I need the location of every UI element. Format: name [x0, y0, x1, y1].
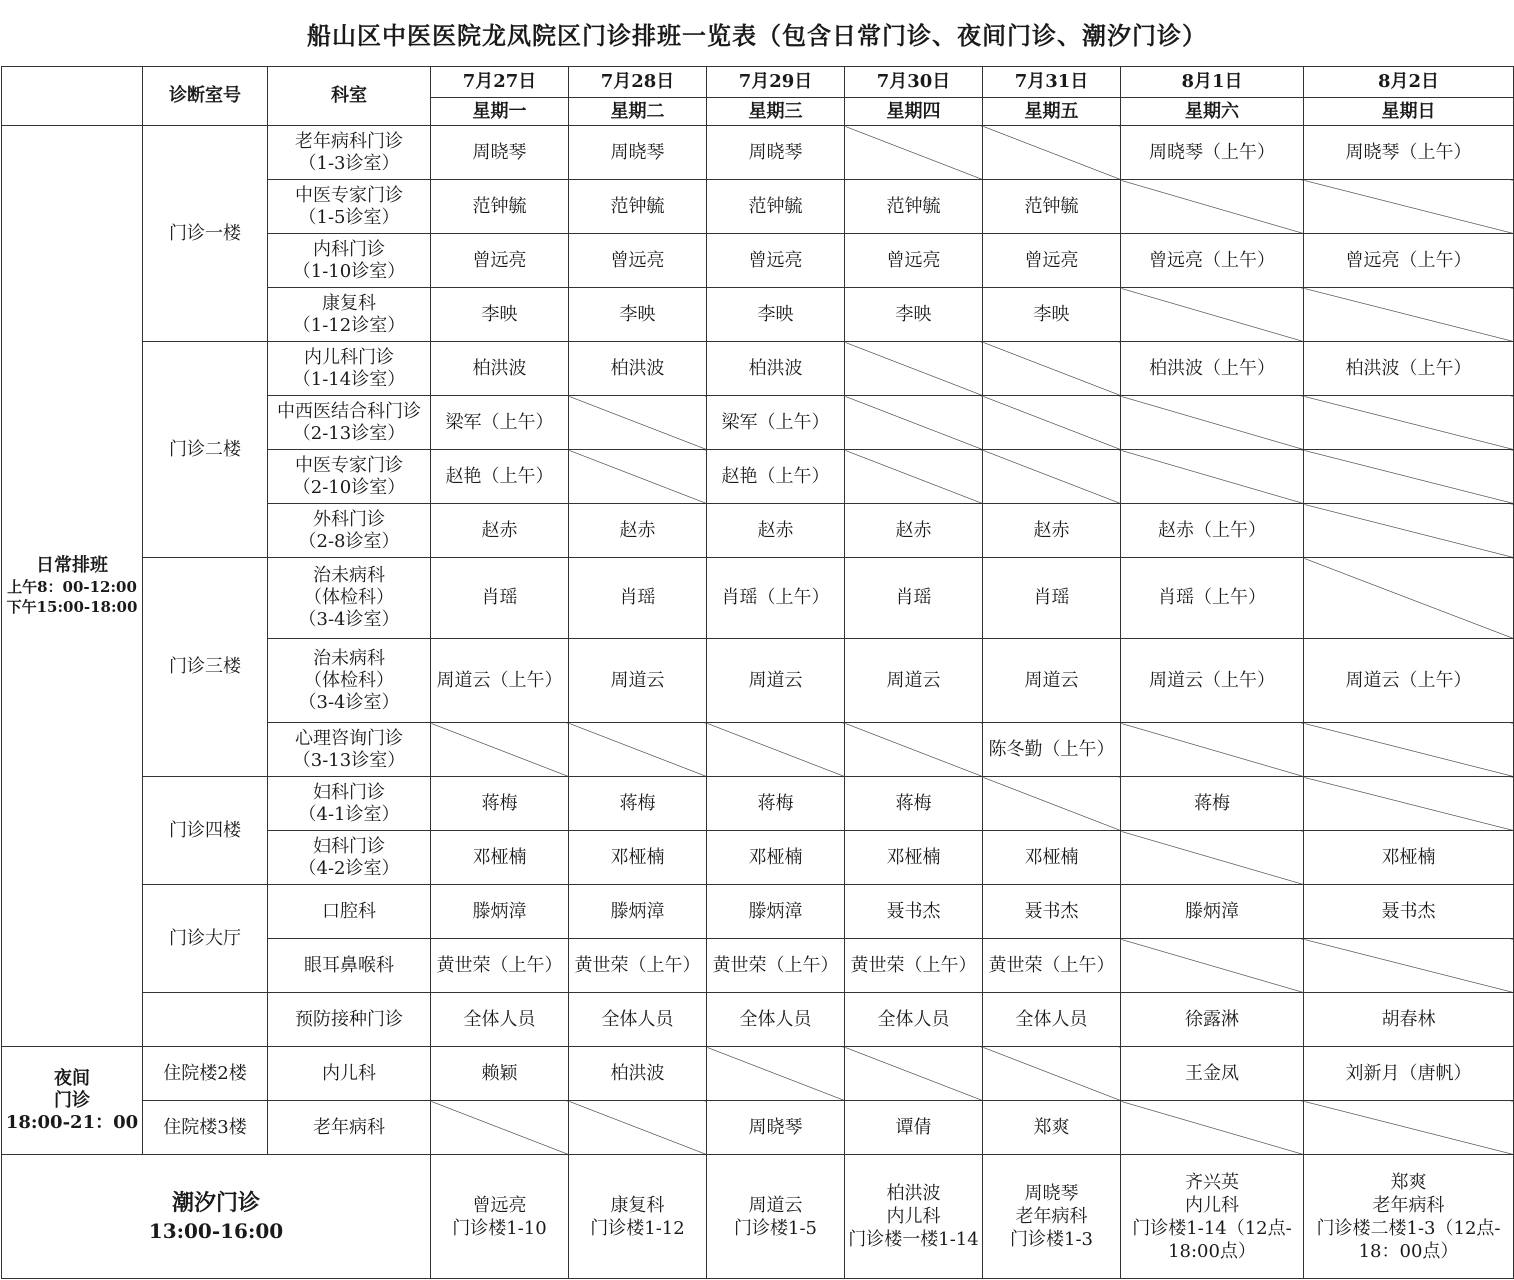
doctor-cell: 黄世荣（上午）	[707, 939, 845, 993]
night-title-line2: 门诊	[54, 1089, 90, 1111]
doctor-cell: 曾远亮（上午）	[1304, 234, 1514, 288]
doctor-cell: 邓桠楠	[845, 831, 983, 885]
doctor-cell: 黄世荣（上午）	[983, 939, 1121, 993]
doctor-cell: 周道云（上午）	[431, 639, 569, 723]
tide-line: 康复科	[610, 1194, 665, 1216]
night-schedule-label	[2, 1047, 143, 1155]
closed-slot	[1121, 831, 1304, 885]
tide-line: 18:00点）	[1168, 1240, 1256, 1262]
doctor-cell: 蒋梅	[431, 777, 569, 831]
closed-slot	[431, 723, 569, 777]
doctor-cell: 肖瑶	[983, 558, 1121, 639]
closed-slot	[983, 777, 1121, 831]
daily-time-am: 上午8：00-12:00	[7, 578, 137, 596]
doctor-cell: 李映	[707, 288, 845, 342]
dept-name: 外科门诊	[313, 508, 385, 530]
dept-name: 妇科门诊	[313, 835, 385, 857]
doctor-cell: 范钟毓	[707, 180, 845, 234]
floor-cell: 门诊一楼	[143, 126, 268, 342]
tide-line: 齐兴英	[1185, 1171, 1239, 1193]
tide-row	[2, 1155, 1514, 1279]
doctor-cell: 赵赤	[569, 504, 707, 558]
tide-line: 门诊楼二楼1-3（12点-	[1316, 1217, 1501, 1239]
closed-slot	[1304, 939, 1514, 993]
dept-cell	[268, 234, 431, 288]
dept-name: 老年病科门诊	[295, 130, 403, 152]
doctor-cell: 聂书杰	[1304, 885, 1514, 939]
doctor-cell: 赵赤（上午）	[1121, 504, 1304, 558]
dept-cell	[268, 450, 431, 504]
doctor-cell: 周晓琴（上午）	[1121, 126, 1304, 180]
room-number: （2-8诊室）	[298, 530, 400, 552]
room-number: （3-4诊室）	[298, 691, 400, 713]
dept-cell	[268, 126, 431, 180]
tide-line: 曾远亮	[472, 1194, 527, 1216]
doctor-cell: 赖颖	[431, 1047, 569, 1101]
dept-cell	[268, 777, 431, 831]
closed-slot	[1121, 288, 1304, 342]
closed-slot	[1121, 939, 1304, 993]
dept-name: 妇科门诊	[313, 781, 385, 803]
doctor-cell: 肖瑶（上午）	[707, 558, 845, 639]
tide-cell	[1304, 1155, 1514, 1279]
schedule-title: 船山区中医医院龙凤院区门诊排班一览表（包含日常门诊、夜间门诊、潮汐门诊）	[307, 20, 1207, 50]
dept-cell	[268, 558, 431, 639]
tide-line: 门诊楼1-10	[452, 1217, 547, 1239]
tide-cell	[983, 1155, 1121, 1279]
doctor-cell: 曾远亮	[431, 234, 569, 288]
dept-name: 口腔科	[322, 900, 376, 922]
doctor-cell: 邓桠楠	[569, 831, 707, 885]
closed-slot	[1121, 396, 1304, 450]
closed-slot	[983, 342, 1121, 396]
doctor-cell: 谭倩	[845, 1101, 983, 1155]
doctor-cell: 全体人员	[845, 993, 983, 1047]
doctor-cell: 范钟毓	[845, 180, 983, 234]
tide-line: 18：00点）	[1358, 1240, 1459, 1262]
doctor-cell: 曾远亮（上午）	[1121, 234, 1304, 288]
dept-cell	[268, 831, 431, 885]
closed-slot	[983, 126, 1121, 180]
doctor-cell: 周晓琴	[707, 126, 845, 180]
doctor-cell: 胡春林	[1304, 993, 1514, 1047]
dept-cell	[268, 639, 431, 723]
doctor-cell: 邓桠楠	[1304, 831, 1514, 885]
night-room-cell: 住院楼3楼	[143, 1101, 268, 1155]
closed-slot	[845, 1047, 983, 1101]
tide-time: 13:00-16:00	[148, 1218, 284, 1243]
night-dept-cell: 内儿科	[268, 1047, 431, 1101]
room-number: （4-1诊室）	[298, 803, 400, 825]
doctor-cell: 曾远亮	[983, 234, 1121, 288]
doctor-cell: 周晓琴	[431, 126, 569, 180]
tide-title: 潮汐门诊	[171, 1189, 260, 1216]
room-number: （1-14诊室）	[292, 368, 406, 390]
doctor-cell: 柏洪波	[707, 342, 845, 396]
date-header: 7月27日	[431, 67, 569, 98]
night-title-line1: 夜间	[54, 1067, 90, 1089]
doctor-cell: 范钟毓	[431, 180, 569, 234]
doctor-cell: 聂书杰	[845, 885, 983, 939]
closed-slot	[983, 1047, 1121, 1101]
dept-cell	[268, 180, 431, 234]
dept-cell	[268, 504, 431, 558]
doctor-cell: 曾远亮	[707, 234, 845, 288]
closed-slot	[569, 723, 707, 777]
tide-line: 门诊楼1-12	[590, 1217, 685, 1239]
night-row	[2, 1101, 1514, 1155]
doctor-cell: 周道云	[707, 639, 845, 723]
tide-line: 郑爽	[1390, 1171, 1427, 1193]
weekday-header: 星期四	[845, 98, 983, 126]
tide-schedule-label	[2, 1155, 431, 1279]
schedule-row	[2, 885, 1514, 939]
dept-cell	[268, 288, 431, 342]
night-room-cell: 住院楼2楼	[143, 1047, 268, 1101]
tide-line: 老年病科	[1015, 1206, 1088, 1227]
floor-cell: 门诊三楼	[143, 558, 268, 777]
dept-subname: （体检科）	[304, 587, 394, 608]
closed-slot	[845, 126, 983, 180]
room-number: （2-13诊室）	[292, 422, 406, 444]
doctor-cell: 周晓琴	[707, 1101, 845, 1155]
tide-cell	[569, 1155, 707, 1279]
schedule-row	[2, 126, 1514, 180]
doctor-cell: 刘新月（唐帆）	[1304, 1047, 1514, 1101]
doctor-cell: 陈冬勤（上午）	[983, 723, 1121, 777]
schedule-row	[2, 342, 1514, 396]
daily-time-pm: 下午15:00-18:00	[6, 598, 138, 616]
room-number: （1-10诊室）	[292, 260, 406, 282]
weekday-header: 星期五	[983, 98, 1121, 126]
dept-column-header: 科室	[268, 67, 431, 126]
tide-cell	[1121, 1155, 1304, 1279]
dept-name: 眼耳鼻喉科	[304, 954, 394, 976]
doctor-cell: 蒋梅	[845, 777, 983, 831]
doctor-cell: 全体人员	[431, 993, 569, 1047]
doctor-cell: 滕炳漳	[569, 885, 707, 939]
dept-name: 中医专家门诊	[295, 454, 403, 476]
doctor-cell: 蒋梅	[1121, 777, 1304, 831]
closed-slot	[707, 723, 845, 777]
room-number: （4-2诊室）	[298, 857, 400, 879]
dept-cell	[268, 723, 431, 777]
doctor-cell: 柏洪波	[569, 1047, 707, 1101]
doctor-cell: 滕炳漳	[431, 885, 569, 939]
doctor-cell: 范钟毓	[983, 180, 1121, 234]
closed-slot	[1304, 180, 1514, 234]
doctor-cell: 徐露淋	[1121, 993, 1304, 1047]
section-column-header	[2, 67, 143, 126]
tide-line: 门诊楼1-14（12点-	[1132, 1217, 1292, 1239]
date-header: 7月30日	[845, 67, 983, 98]
doctor-cell: 周晓琴（上午）	[1304, 126, 1514, 180]
doctor-cell: 黄世荣（上午）	[431, 939, 569, 993]
weekday-header: 星期二	[569, 98, 707, 126]
doctor-cell: 梁军（上午）	[707, 396, 845, 450]
night-dept-cell: 老年病科	[268, 1101, 431, 1155]
tide-line: 内儿科	[1185, 1194, 1239, 1216]
closed-slot	[1304, 504, 1514, 558]
closed-slot	[1304, 723, 1514, 777]
doctor-cell: 黄世荣（上午）	[845, 939, 983, 993]
tide-line: 周道云	[748, 1194, 803, 1216]
date-header: 8月1日	[1121, 67, 1304, 98]
dept-cell	[268, 885, 431, 939]
doctor-cell: 全体人员	[707, 993, 845, 1047]
weekday-header: 星期三	[707, 98, 845, 126]
closed-slot	[1121, 450, 1304, 504]
tide-line: 门诊楼一楼1-14	[848, 1229, 979, 1250]
doctor-cell: 蒋梅	[569, 777, 707, 831]
doctor-cell: 肖瑶	[569, 558, 707, 639]
closed-slot	[845, 450, 983, 504]
closed-slot	[1121, 180, 1304, 234]
date-header: 7月28日	[569, 67, 707, 98]
room-number: （1-3诊室）	[298, 152, 400, 174]
doctor-cell: 周道云	[845, 639, 983, 723]
dept-name: 康复科	[322, 292, 376, 314]
room-number: （3-4诊室）	[298, 609, 400, 630]
tide-line: 周晓琴	[1024, 1183, 1079, 1204]
schedule-row	[2, 558, 1514, 639]
doctor-cell: 梁军（上午）	[431, 396, 569, 450]
doctor-cell: 赵艳（上午）	[707, 450, 845, 504]
doctor-cell: 柏洪波（上午）	[1304, 342, 1514, 396]
doctor-cell: 曾远亮	[569, 234, 707, 288]
doctor-cell: 周晓琴	[569, 126, 707, 180]
tide-cell	[845, 1155, 983, 1279]
dept-name: 内科门诊	[313, 238, 385, 260]
night-row	[2, 1047, 1514, 1101]
room-number: （3-13诊室）	[292, 749, 406, 771]
closed-slot	[983, 396, 1121, 450]
schedule-row	[2, 993, 1514, 1047]
doctor-cell: 滕炳漳	[1121, 885, 1304, 939]
doctor-cell: 王金凤	[1121, 1047, 1304, 1101]
tide-line: 柏洪波	[886, 1183, 941, 1204]
closed-slot	[569, 1101, 707, 1155]
dept-cell	[268, 342, 431, 396]
doctor-cell: 滕炳漳	[707, 885, 845, 939]
floor-cell: 门诊二楼	[143, 342, 268, 558]
closed-slot	[569, 450, 707, 504]
dept-name: 中医专家门诊	[295, 184, 403, 206]
doctor-cell: 柏洪波	[431, 342, 569, 396]
doctor-cell: 郑爽	[983, 1101, 1121, 1155]
doctor-cell: 赵赤	[707, 504, 845, 558]
doctor-cell: 全体人员	[569, 993, 707, 1047]
closed-slot	[1304, 396, 1514, 450]
date-header: 7月31日	[983, 67, 1121, 98]
doctor-cell: 邓桠楠	[983, 831, 1121, 885]
closed-slot	[845, 396, 983, 450]
dept-cell	[268, 939, 431, 993]
doctor-cell: 蒋梅	[707, 777, 845, 831]
closed-slot	[845, 342, 983, 396]
doctor-cell: 李映	[845, 288, 983, 342]
closed-slot	[1121, 1101, 1304, 1155]
closed-slot	[431, 1101, 569, 1155]
dept-name: 内儿科门诊	[304, 346, 394, 368]
floor-cell	[143, 993, 268, 1047]
doctor-cell: 范钟毓	[569, 180, 707, 234]
doctor-cell: 肖瑶	[431, 558, 569, 639]
doctor-cell: 李映	[983, 288, 1121, 342]
doctor-cell: 曾远亮	[845, 234, 983, 288]
room-number: （1-12诊室）	[292, 314, 406, 336]
tide-line: 内儿科	[886, 1206, 941, 1227]
doctor-cell: 柏洪波（上午）	[1121, 342, 1304, 396]
doctor-cell: 周道云	[983, 639, 1121, 723]
doctor-cell: 柏洪波	[569, 342, 707, 396]
closed-slot	[569, 396, 707, 450]
dept-name: 治未病科	[313, 647, 385, 669]
weekday-header: 星期六	[1121, 98, 1304, 126]
dept-name: 预防接种门诊	[295, 1008, 403, 1030]
closed-slot	[1304, 558, 1514, 639]
schedule-table	[1, 66, 1514, 1279]
doctor-cell: 肖瑶（上午）	[1121, 558, 1304, 639]
room-column-header: 诊断室号	[143, 67, 268, 126]
tide-cell	[707, 1155, 845, 1279]
tide-line: 门诊楼1-3	[1010, 1229, 1093, 1250]
daily-title: 日常排班	[36, 555, 108, 576]
doctor-cell: 周道云（上午）	[1121, 639, 1304, 723]
tide-line: 门诊楼1-5	[734, 1217, 817, 1239]
closed-slot	[1304, 450, 1514, 504]
doctor-cell: 邓桠楠	[431, 831, 569, 885]
doctor-cell: 李映	[431, 288, 569, 342]
doctor-cell: 赵赤	[845, 504, 983, 558]
weekday-header: 星期一	[431, 98, 569, 126]
closed-slot	[983, 450, 1121, 504]
doctor-cell: 赵赤	[983, 504, 1121, 558]
room-number: （2-10诊室）	[292, 476, 406, 498]
doctor-cell: 赵赤	[431, 504, 569, 558]
doctor-cell: 邓桠楠	[707, 831, 845, 885]
closed-slot	[845, 723, 983, 777]
floor-cell: 门诊四楼	[143, 777, 268, 885]
closed-slot	[1304, 777, 1514, 831]
dept-subname: （体检科）	[304, 669, 394, 691]
dept-name: 中西医结合科门诊	[277, 400, 421, 422]
schedule-row	[2, 777, 1514, 831]
dept-cell	[268, 993, 431, 1047]
doctor-cell: 全体人员	[983, 993, 1121, 1047]
tide-line: 老年病科	[1372, 1194, 1445, 1216]
tide-cell	[431, 1155, 569, 1279]
floor-cell: 门诊大厅	[143, 885, 268, 993]
room-number: （1-5诊室）	[298, 206, 400, 228]
date-header: 8月2日	[1304, 67, 1514, 98]
closed-slot	[1121, 723, 1304, 777]
doctor-cell: 黄世荣（上午）	[569, 939, 707, 993]
date-header: 7月29日	[707, 67, 845, 98]
doctor-cell: 肖瑶	[845, 558, 983, 639]
closed-slot	[707, 1047, 845, 1101]
doctor-cell: 聂书杰	[983, 885, 1121, 939]
doctor-cell: 周道云（上午）	[1304, 639, 1514, 723]
doctor-cell: 李映	[569, 288, 707, 342]
closed-slot	[1304, 288, 1514, 342]
dept-cell	[268, 396, 431, 450]
doctor-cell: 赵艳（上午）	[431, 450, 569, 504]
dept-name: 心理咨询门诊	[295, 727, 403, 749]
daily-schedule-label	[2, 126, 143, 1047]
night-time: 18:00-21：00	[5, 1111, 139, 1133]
dept-name: 治未病科	[313, 565, 385, 586]
closed-slot	[1304, 1101, 1514, 1155]
doctor-cell: 周道云	[569, 639, 707, 723]
weekday-header: 星期日	[1304, 98, 1514, 126]
